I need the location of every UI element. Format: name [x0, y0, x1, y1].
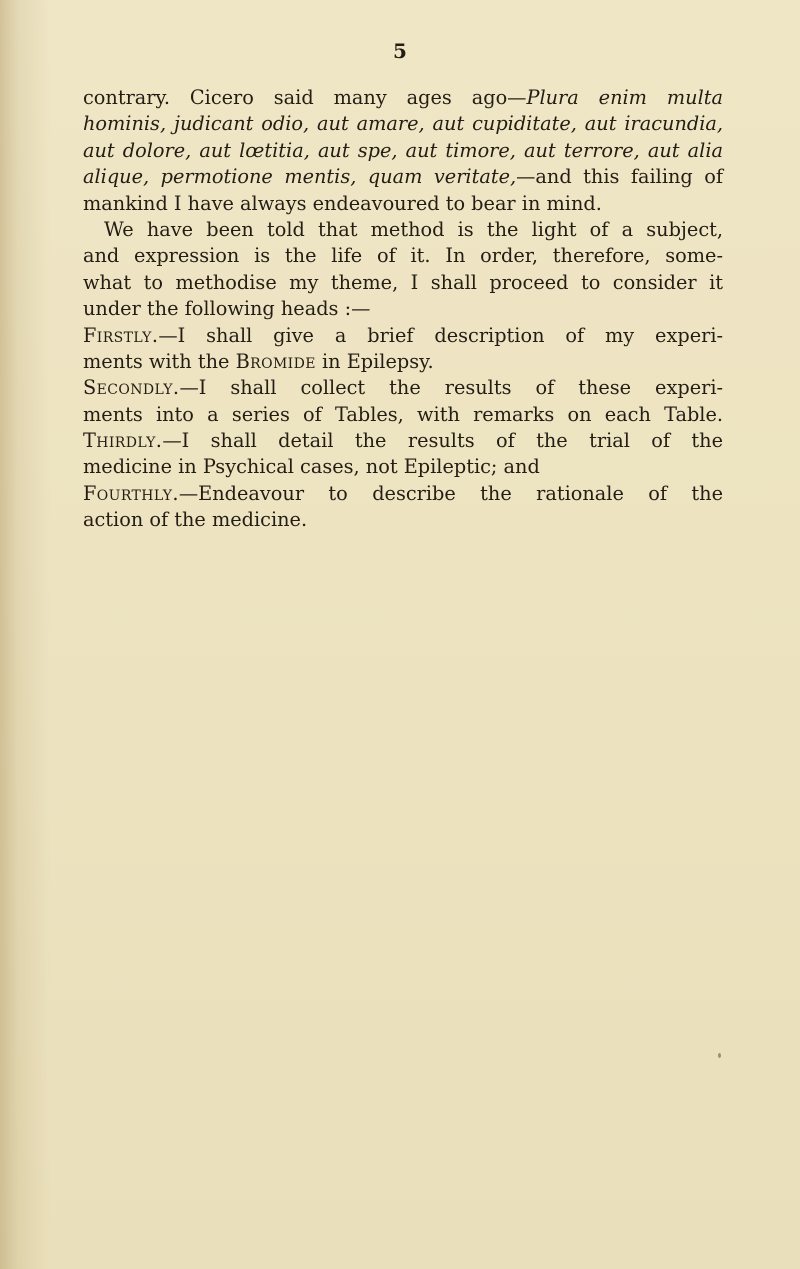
text-span: —I shall collect the results of these experi- — [179, 376, 723, 400]
text-line-16 — [83, 481, 723, 507]
text-span: We have been told that method is the light of a subject, — [104, 217, 723, 241]
text-line-6 — [83, 217, 723, 243]
section-heading: Thirdly. — [83, 429, 163, 453]
text-line-12 — [83, 375, 723, 401]
text-line-4 — [83, 164, 723, 190]
text-span: mankind I have always endeavoured to bear in mind. — [83, 191, 602, 215]
small-caps-term: Bromide — [235, 349, 316, 373]
text-span: in Epilepsy. — [315, 349, 434, 373]
text-line-3 — [83, 138, 723, 164]
body-text — [83, 85, 723, 534]
text-line-5 — [83, 191, 723, 217]
text-line-9 — [83, 296, 723, 322]
text-span: —I shall give a brief description of my experi- — [158, 323, 723, 347]
text-line-7 — [83, 243, 723, 269]
text-line-11 — [83, 349, 723, 375]
text-line-10 — [83, 323, 723, 349]
page-number: 5 — [393, 39, 407, 63]
text-line-1 — [83, 85, 723, 111]
text-span: ments with the — [83, 349, 236, 373]
text-span: ments into a series of Tables, with remarks on each Table. — [83, 402, 723, 426]
text-span: what to methodise my theme, I shall proceed to consider it — [83, 270, 723, 294]
text-line-13 — [83, 402, 723, 428]
paper-speck — [718, 1053, 721, 1058]
section-heading: Fourthly. — [83, 481, 179, 505]
text-span: —Endeavour to describe the rationale of the — [178, 481, 723, 505]
text-line-17 — [83, 507, 723, 533]
section-heading: Secondly. — [83, 376, 180, 400]
latin-quote: alique, permotione mentis, quam veritate, — [83, 165, 517, 189]
text-line-2 — [83, 111, 723, 137]
text-span: —and this failing of — [516, 165, 723, 189]
text-line-8 — [83, 270, 723, 296]
latin-quote: aut dolore, aut lœtitia, aut spe, aut timore, aut terrore, aut alia — [83, 138, 723, 162]
text-span: contrary. Cicero said many ages ago— — [83, 86, 527, 109]
text-span: action of the medicine. — [83, 508, 308, 532]
text-span: medicine in Psychical cases, not Epileptic; and — [83, 455, 540, 479]
section-heading: Firstly. — [83, 323, 159, 347]
text-span: —I shall detail the results of the trial of the — [162, 429, 723, 453]
text-span: under the following heads :— — [83, 297, 371, 321]
latin-quote: Plura enim multa — [526, 86, 724, 109]
text-line-14 — [83, 428, 723, 454]
text-line-15 — [83, 454, 723, 480]
text-span: and expression is the life of it. In order, therefore, some- — [83, 244, 723, 268]
latin-quote: hominis, judicant odio, aut amare, aut cupiditate, aut iracundia, — [83, 112, 723, 136]
